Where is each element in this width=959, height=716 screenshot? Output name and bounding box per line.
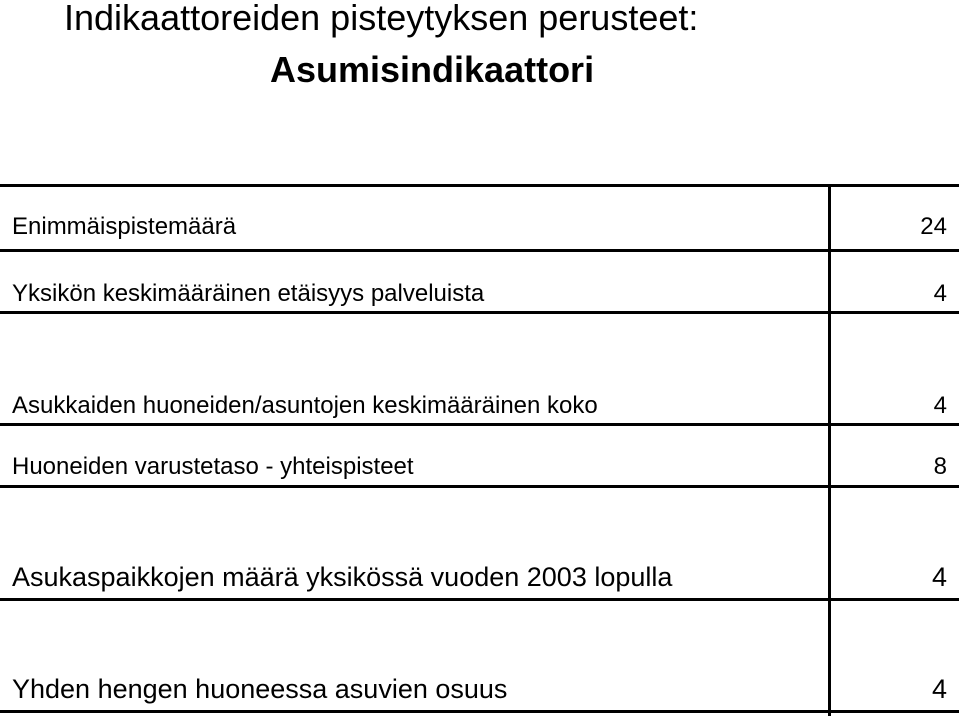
row-divider [0,423,959,426]
table-bottom-border [0,710,959,713]
row-value-single-room-share: 4 [931,674,947,704]
row-label-room-size: Asukkaiden huoneiden/asuntojen keskimääräinen koko [12,392,598,419]
row-label-single-room-share: Yhden hengen huoneessa asuvien osuus [12,674,508,704]
row-label-resident-places: Asukaspaikkojen määrä yksikössä vuoden 2003 lopulla [12,562,673,592]
row-value-max-points: 24 [920,213,947,240]
row-value-distance-services: 4 [933,280,947,307]
row-label-distance-services: Yksikön keskimääräinen etäisyys palveluista [12,280,485,307]
row-divider [0,249,959,252]
table-top-border [0,184,959,187]
row-value-resident-places: 4 [931,562,947,592]
row-value-room-size: 4 [933,392,947,419]
table-column-divider [828,185,831,716]
row-label-max-points: Enimmäispistemäärä [12,213,237,240]
row-divider [0,311,959,314]
row-divider [0,598,959,601]
row-label-equipment-level: Huoneiden varustetaso - yhteispisteet [12,453,414,480]
row-value-equipment-level: 8 [933,453,947,480]
title-line-2: Asumisindikaattori [270,49,595,90]
title-line-1: Indikaattoreiden pisteytyksen perusteet: [64,0,699,38]
row-divider [0,485,959,488]
